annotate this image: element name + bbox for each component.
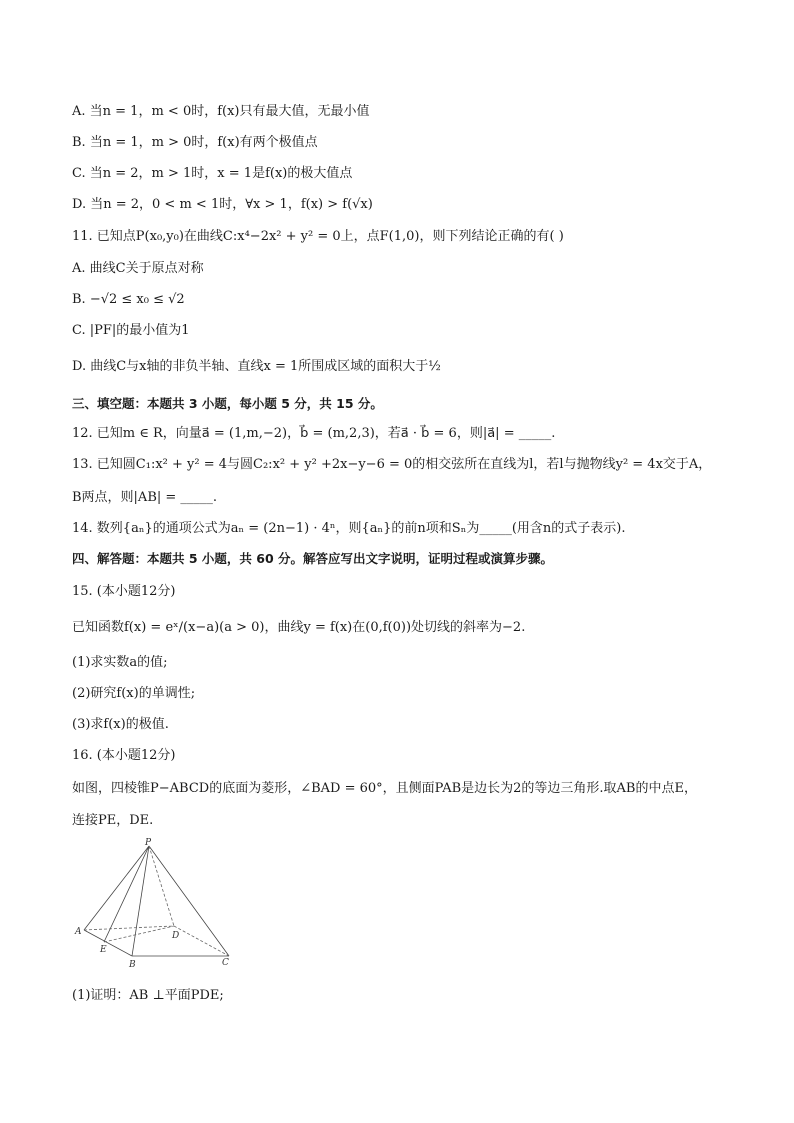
edge-PA (84, 846, 149, 930)
question-15-stem: 已知函数f(x) = eˣ/(x−a)(a > 0)，曲线y = f(x)在(0,f(0))处切线的斜率为−2. (72, 620, 526, 635)
question-15-part3: (3)求f(x)的极值. (72, 717, 169, 732)
label-D: D (172, 931, 180, 941)
label-C: C (222, 958, 229, 968)
label-B: B (129, 960, 136, 970)
question-13-line2: B两点，则|AB| = _____. (72, 490, 218, 505)
edge-PD (149, 846, 174, 926)
section-fill-in-heading: 三、填空题：本题共 3 小题，每小题 5 分，共 15 分。 (72, 396, 383, 411)
option-11a: A. 曲线C关于原点对称 (72, 261, 204, 276)
question-15-part1: (1)求实数a的值; (72, 655, 168, 670)
pyramid-figure (74, 838, 244, 973)
option-10c: C. 当n = 2，m > 1时，x = 1是f(x)的极大值点 (72, 166, 353, 181)
question-11-stem: 11. 已知点P(x₀,y₀)在曲线C:x⁴−2x² + y² = 0上，点F(1,0)，则下列结论正确的有( ) (72, 229, 564, 244)
question-14: 14. 数列{aₙ}的通项公式为aₙ = (2n−1) · 4ⁿ，则{aₙ}的前n项和Sₙ为_____(用含n的式子表示). (72, 521, 626, 536)
option-10d: D. 当n = 2，0 < m < 1时，∀x > 1，f(x) > f(√x) (72, 197, 373, 212)
option-11b: B. −√2 ≤ x₀ ≤ √2 (72, 292, 185, 307)
question-16-part1: (1)证明：AB ⊥平面PDE; (72, 988, 224, 1003)
edge-PC (149, 846, 229, 956)
question-13-line1: 13. 已知圆C₁:x² + y² = 4与圆C₂:x² + y² +2x−y−6 = 0的相交弦所在直线为l，若l与抛物线y² = 4x交于A， (72, 457, 712, 472)
question-16-stem-cont: 连接PE，DE. (72, 813, 154, 828)
edge-PB (132, 846, 149, 956)
option-11d: D. 曲线C与x轴的非负半轴、直线x = 1所围成区域的面积大于½ (72, 359, 441, 374)
option-11c: C. |PF|的最小值为1 (72, 323, 190, 338)
question-12: 12. 已知m ∈ R，向量a⃗ = (1,m,−2)，b⃗ = (m,2,3)，若a⃗ · b⃗ = 6，则|a⃗| = _____. (72, 426, 556, 441)
section-answer-heading: 四、解答题：本题共 5 小题，共 60 分。解答应写出文字说明，证明过程或演算步骤。 (72, 551, 554, 566)
option-10b: B. 当n = 1，m > 0时，f(x)有两个极值点 (72, 135, 318, 150)
question-16-stem: 如图，四棱锥P−ABCD的底面为菱形，∠BAD = 60°，且侧面PAB是边长为2的等边三角形.取AB的中点E， (72, 781, 697, 796)
option-10a: A. 当n = 1，m < 0时，f(x)只有最大值，无最小值 (72, 104, 370, 119)
edge-PE (104, 846, 149, 942)
label-E: E (100, 945, 107, 955)
question-16-header: 16. (本小题12分) (72, 748, 176, 763)
question-15-header: 15. (本小题12分) (72, 584, 176, 599)
label-A: A (75, 927, 82, 937)
edge-DC (174, 926, 229, 956)
label-P: P (145, 838, 152, 848)
question-15-part2: (2)研究f(x)的单调性; (72, 686, 196, 701)
